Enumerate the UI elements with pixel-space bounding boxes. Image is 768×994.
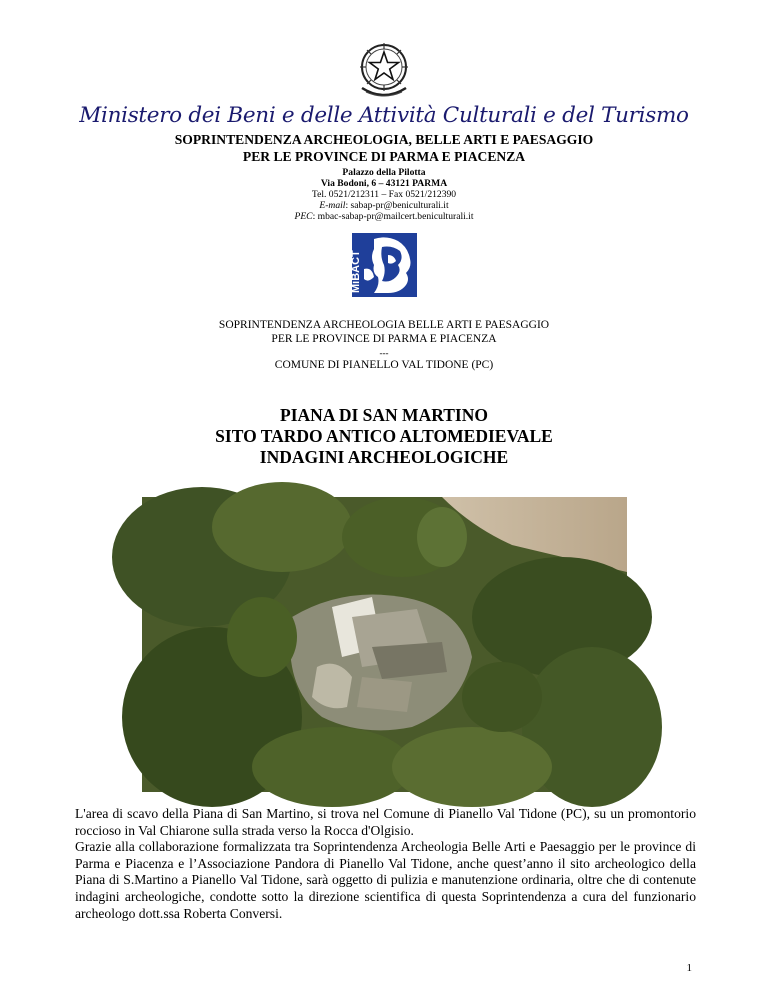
document-title-line3: INDAGINI ARCHEOLOGICHE bbox=[259, 447, 509, 467]
phone-fax: Tel. 0521/212311 – Fax 0521/212390 bbox=[311, 189, 457, 200]
italian-republic-emblem-icon bbox=[354, 40, 414, 102]
institution-line2: PER LE PROVINCE DI PARMA E PIACENZA bbox=[271, 333, 497, 345]
aerial-site-photo bbox=[142, 497, 627, 792]
building-name: Palazzo della Pilotta bbox=[342, 167, 426, 178]
email-line bbox=[0, 200, 768, 212]
pec-address: : mbac-sabap-pr@mailcert.beniculturali.it bbox=[312, 211, 474, 222]
ministry-title: Ministero dei Beni e delle Attività Culturali e del Turismo bbox=[79, 103, 689, 128]
institution-separator: --- bbox=[379, 348, 389, 358]
institution-line3: COMUNE DI PIANELLO VAL TIDONE (PC) bbox=[274, 359, 494, 371]
institution-line1: SOPRINTENDENZA ARCHEOLOGIA BELLE ARTI E PAESAGGIO bbox=[218, 319, 550, 331]
office-name-line2: PER LE PROVINCE DI PARMA E PIACENZA bbox=[242, 149, 526, 164]
pec-line bbox=[0, 211, 768, 223]
body-text bbox=[75, 806, 696, 922]
body-paragraph-2: Grazie alla collaborazione formalizzata tra Soprintendenza Archeologia Belle Arti e Paesaggio per le province di Parma e Piacenza e l’Associazione Pandora di Pianello Val Tidone, anche quest’anno il sito archeologico della Piana di S.Martino a Pianello Val Tidone, sarà oggetto di pulizia e manutenzione ordinaria, oltre che di contenute indagini archeologiche, condotte sotto la direzione scientifica di questa Soprintendenza a cura del funzionario archeologo dott.ssa Roberta Conversi. bbox=[75, 839, 696, 921]
mibact-logo bbox=[352, 233, 417, 297]
body-paragraph-1: L'area di scavo della Piana di San Martino, si trova nel Comune di Pianello Val Tidone (PC), su un promontorio roccioso in Val Chiarone sulla strada verso la Rocca d'Olgisio. bbox=[75, 806, 696, 838]
street-address: Via Bodoni, 6 – 43121 PARMA bbox=[320, 178, 448, 189]
document-title-line1: PIANA DI SAN MARTINO bbox=[280, 405, 488, 425]
pec-label: PEC bbox=[294, 211, 313, 222]
office-name-line1: SOPRINTENDENZA ARCHEOLOGIA, BELLE ARTI E PAESAGGIO bbox=[174, 132, 594, 147]
mibact-logo-text: MiBACT bbox=[350, 250, 362, 293]
document-title-line2: SITO TARDO ANTICO ALTOMEDIEVALE bbox=[215, 426, 553, 446]
email-label: E-mail bbox=[319, 200, 346, 211]
email-address: : sabap-pr@beniculturali.it bbox=[345, 200, 449, 211]
page-number: 1 bbox=[686, 962, 692, 974]
